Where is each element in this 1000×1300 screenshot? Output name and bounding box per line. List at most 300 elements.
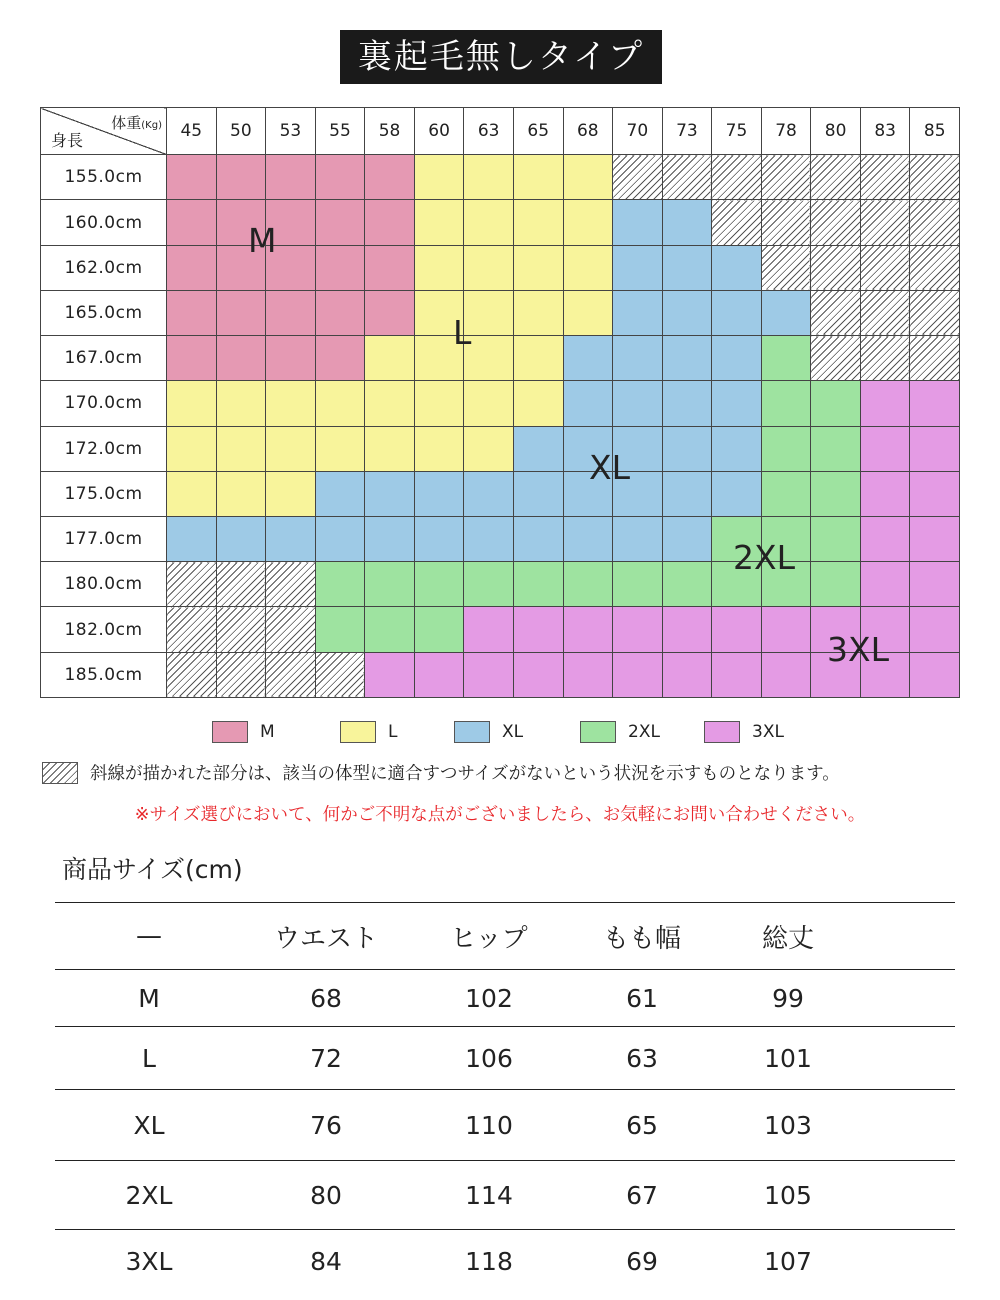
- height-row: [41, 381, 960, 426]
- size-cell-m: [315, 245, 365, 290]
- no-fit-cell: [860, 336, 910, 381]
- hatch-note: [42, 760, 840, 785]
- size-cell-xl: [613, 290, 663, 335]
- size-cell-m: [216, 336, 266, 381]
- no-fit-cell: [266, 652, 316, 697]
- legend-label-3xl: 3XL: [752, 722, 784, 742]
- size-cell-l: [216, 471, 266, 516]
- weight-header-cell: 73: [662, 108, 712, 155]
- size-cell-xl: [216, 516, 266, 561]
- size-cell-m: [216, 155, 266, 200]
- no-fit-cell: [266, 562, 316, 607]
- size-cell-m: [365, 245, 415, 290]
- legend-swatch-l: [340, 721, 376, 743]
- size-name-cell: L: [142, 1043, 156, 1073]
- size-cell-3xl: [761, 607, 811, 652]
- size-cell-l: [167, 426, 217, 471]
- product-size-row: [55, 1161, 955, 1230]
- measurement-cell: 114: [465, 1180, 513, 1210]
- row-spacer: [861, 1027, 955, 1090]
- size-cell-m: [216, 245, 266, 290]
- row-spacer: [861, 1161, 955, 1230]
- measurement-cell: 84: [310, 1246, 342, 1276]
- no-fit-cell: [216, 562, 266, 607]
- header-size: —: [136, 921, 162, 951]
- size-cell-xl: [464, 471, 514, 516]
- product-size-row: [55, 1027, 955, 1090]
- size-cell-3xl: [464, 607, 514, 652]
- size-cell-3xl: [563, 607, 613, 652]
- measurement-cell: 110: [465, 1110, 513, 1140]
- height-label-cell: 155.0cm: [41, 155, 167, 200]
- size-cell-xl: [662, 200, 712, 245]
- size-cell-m: [365, 155, 415, 200]
- height-row: [41, 155, 960, 200]
- weight-header-cell: 50: [216, 108, 266, 155]
- size-cell-xl: [563, 336, 613, 381]
- no-fit-cell: [860, 200, 910, 245]
- size-cell-3xl: [910, 652, 960, 697]
- size-cell-xl: [513, 426, 563, 471]
- measurement-cell: 118: [465, 1246, 513, 1276]
- legend-label-m: M: [260, 722, 275, 742]
- height-row: [41, 516, 960, 561]
- size-cell-m: [315, 155, 365, 200]
- no-fit-cell: [613, 155, 663, 200]
- size-cell-m: [167, 336, 217, 381]
- header-hip: ヒップ: [450, 923, 528, 954]
- legend-swatch-xl: [454, 721, 490, 743]
- weight-header-cell: 58: [365, 108, 415, 155]
- measurement-cell: 80: [310, 1180, 342, 1210]
- zone-label-2xl: 2XL: [733, 538, 795, 577]
- legend-label-xl: XL: [502, 722, 524, 742]
- no-fit-cell: [860, 155, 910, 200]
- measurement-cell: 105: [764, 1180, 812, 1210]
- measurement-cell: 102: [465, 983, 513, 1013]
- size-cell-xl: [712, 471, 762, 516]
- size-cell-m: [266, 245, 316, 290]
- size-cell-xl: [315, 471, 365, 516]
- size-cell-xl: [513, 471, 563, 516]
- no-fit-cell: [761, 155, 811, 200]
- zone-label-xl: XL: [589, 448, 630, 487]
- size-cell-2xl: [365, 562, 415, 607]
- row-spacer: [861, 1230, 955, 1293]
- legend-item-m: [212, 719, 275, 745]
- header-spacer: [861, 903, 955, 970]
- header-length: 総丈: [761, 923, 814, 954]
- size-cell-l: [414, 426, 464, 471]
- size-cell-3xl: [860, 652, 910, 697]
- no-fit-cell: [662, 155, 712, 200]
- weight-header-cell: 75: [712, 108, 762, 155]
- legend-item-xl: [454, 719, 523, 745]
- size-cell-xl: [315, 516, 365, 561]
- no-fit-cell: [910, 200, 960, 245]
- size-cell-3xl: [860, 471, 910, 516]
- size-cell-2xl: [811, 516, 861, 561]
- size-cell-xl: [613, 516, 663, 561]
- size-cell-l: [266, 471, 316, 516]
- size-cell-l: [513, 290, 563, 335]
- size-cell-l: [563, 200, 613, 245]
- size-cell-l: [414, 155, 464, 200]
- legend-label-2xl: 2XL: [628, 722, 660, 742]
- size-cell-3xl: [860, 607, 910, 652]
- size-cell-l: [464, 426, 514, 471]
- size-cell-3xl: [613, 652, 663, 697]
- size-cell-l: [365, 426, 415, 471]
- measurement-cell: 99: [772, 983, 804, 1013]
- size-cell-3xl: [811, 607, 861, 652]
- size-cell-m: [315, 200, 365, 245]
- size-cell-l: [563, 155, 613, 200]
- size-cell-l: [513, 200, 563, 245]
- size-cell-3xl: [910, 562, 960, 607]
- size-cell-l: [464, 381, 514, 426]
- size-cell-m: [266, 155, 316, 200]
- size-cell-xl: [712, 245, 762, 290]
- no-fit-cell: [811, 155, 861, 200]
- size-cell-l: [513, 245, 563, 290]
- size-cell-xl: [513, 516, 563, 561]
- size-cell-2xl: [662, 562, 712, 607]
- size-cell-3xl: [662, 607, 712, 652]
- height-axis-label: 身長: [51, 131, 84, 151]
- size-cell-l: [414, 290, 464, 335]
- size-cell-xl: [761, 290, 811, 335]
- size-cell-l: [365, 336, 415, 381]
- size-cell-2xl: [712, 562, 762, 607]
- zone-label-m: M: [248, 221, 277, 260]
- size-cell-xl: [712, 381, 762, 426]
- size-cell-xl: [563, 471, 613, 516]
- no-fit-cell: [216, 652, 266, 697]
- size-cell-m: [266, 336, 316, 381]
- measurement-cell: 72: [310, 1043, 342, 1073]
- size-cell-m: [167, 200, 217, 245]
- no-fit-cell: [811, 245, 861, 290]
- no-fit-cell: [910, 336, 960, 381]
- size-cell-l: [266, 381, 316, 426]
- size-cell-3xl: [613, 607, 663, 652]
- size-cell-l: [414, 381, 464, 426]
- size-cell-3xl: [910, 426, 960, 471]
- no-fit-cell: [811, 200, 861, 245]
- hatch-note-text: 斜線が描かれた部分は、該当の体型に適合すつサイズがないという状況を示すものとなります。: [90, 764, 840, 784]
- size-cell-xl: [563, 381, 613, 426]
- size-cell-2xl: [761, 336, 811, 381]
- size-name-cell: 2XL: [125, 1180, 173, 1210]
- size-cell-2xl: [761, 381, 811, 426]
- weight-header-cell: 45: [167, 108, 217, 155]
- size-cell-m: [216, 290, 266, 335]
- legend-swatch-2xl: [580, 721, 616, 743]
- size-cell-m: [365, 200, 415, 245]
- size-cell-3xl: [712, 652, 762, 697]
- row-spacer: [861, 970, 955, 1027]
- height-row: [41, 607, 960, 652]
- size-cell-3xl: [662, 652, 712, 697]
- size-chart-grid: [40, 107, 960, 698]
- height-label-cell: 170.0cm: [41, 381, 167, 426]
- no-fit-cell: [266, 607, 316, 652]
- weight-header-cell: 85: [910, 108, 960, 155]
- size-cell-xl: [613, 200, 663, 245]
- size-cell-2xl: [613, 562, 663, 607]
- hatch-swatch: [42, 762, 78, 784]
- size-name-cell: XL: [133, 1110, 165, 1140]
- size-cell-2xl: [811, 562, 861, 607]
- measurement-cell: 103: [764, 1110, 812, 1140]
- measurement-cell: 69: [626, 1246, 658, 1276]
- legend-item-l: [340, 719, 397, 745]
- size-cell-l: [563, 245, 613, 290]
- no-fit-cell: [761, 200, 811, 245]
- size-cell-xl: [712, 426, 762, 471]
- no-fit-cell: [811, 336, 861, 381]
- measurement-cell: 63: [626, 1043, 658, 1073]
- size-cell-m: [365, 290, 415, 335]
- height-label-cell: 165.0cm: [41, 290, 167, 335]
- size-cell-l: [513, 155, 563, 200]
- product-size-row: [55, 1090, 955, 1161]
- size-cell-2xl: [811, 471, 861, 516]
- height-label-cell: 160.0cm: [41, 200, 167, 245]
- height-label-cell: 185.0cm: [41, 652, 167, 697]
- size-cell-l: [464, 245, 514, 290]
- row-spacer: [861, 1090, 955, 1161]
- no-fit-cell: [315, 652, 365, 697]
- size-cell-3xl: [563, 652, 613, 697]
- measurement-cell: 65: [626, 1110, 658, 1140]
- size-cell-3xl: [910, 607, 960, 652]
- size-cell-xl: [662, 290, 712, 335]
- weight-header-cell: 83: [860, 108, 910, 155]
- size-cell-2xl: [365, 607, 415, 652]
- weight-header-cell: 55: [315, 108, 365, 155]
- product-size-header-row: [55, 903, 955, 970]
- weight-header-cell: 53: [266, 108, 316, 155]
- size-cell-l: [464, 336, 514, 381]
- height-label-cell: 180.0cm: [41, 562, 167, 607]
- size-cell-3xl: [513, 607, 563, 652]
- size-cell-xl: [613, 471, 663, 516]
- height-label-cell: 172.0cm: [41, 426, 167, 471]
- size-cell-3xl: [365, 652, 415, 697]
- size-cell-l: [464, 290, 514, 335]
- legend-swatch-m: [212, 721, 248, 743]
- size-cell-3xl: [811, 652, 861, 697]
- product-size-table: [55, 902, 955, 1292]
- size-cell-xl: [167, 516, 217, 561]
- product-size-row: [55, 1230, 955, 1293]
- measurement-cell: 61: [626, 983, 658, 1013]
- size-cell-xl: [563, 426, 613, 471]
- size-cell-2xl: [761, 471, 811, 516]
- size-cell-m: [167, 290, 217, 335]
- size-cell-2xl: [315, 562, 365, 607]
- height-row: [41, 562, 960, 607]
- size-cell-3xl: [910, 381, 960, 426]
- size-cell-3xl: [712, 607, 762, 652]
- size-cell-3xl: [910, 516, 960, 561]
- size-cell-2xl: [315, 607, 365, 652]
- measurement-cell: 107: [764, 1246, 812, 1276]
- size-cell-2xl: [464, 562, 514, 607]
- size-cell-2xl: [563, 562, 613, 607]
- legend-item-3xl: [704, 719, 784, 745]
- height-row: [41, 336, 960, 381]
- size-cell-xl: [365, 471, 415, 516]
- weight-header-cell: 65: [513, 108, 563, 155]
- size-cell-l: [464, 155, 514, 200]
- header-waist: ウエスト: [273, 923, 378, 954]
- size-cell-xl: [662, 516, 712, 561]
- no-fit-cell: [811, 290, 861, 335]
- size-cell-xl: [662, 381, 712, 426]
- size-cell-m: [167, 155, 217, 200]
- size-cell-l: [315, 426, 365, 471]
- height-row: [41, 245, 960, 290]
- product-size-row: [55, 970, 955, 1027]
- weight-header-cell: 78: [761, 108, 811, 155]
- no-fit-cell: [910, 155, 960, 200]
- size-cell-l: [315, 381, 365, 426]
- size-cell-3xl: [513, 652, 563, 697]
- size-cell-l: [464, 200, 514, 245]
- size-cell-xl: [414, 516, 464, 561]
- size-cell-3xl: [860, 426, 910, 471]
- size-cell-l: [365, 381, 415, 426]
- no-fit-cell: [712, 155, 762, 200]
- size-cell-2xl: [712, 516, 762, 561]
- size-cell-2xl: [761, 516, 811, 561]
- size-cell-2xl: [513, 562, 563, 607]
- weight-header-cell: 68: [563, 108, 613, 155]
- size-cell-xl: [613, 381, 663, 426]
- size-cell-xl: [662, 245, 712, 290]
- size-cell-l: [513, 381, 563, 426]
- no-fit-cell: [167, 652, 217, 697]
- size-cell-3xl: [860, 381, 910, 426]
- inquiry-note: ※サイズ選びにおいて、何かご不明な点がございましたら、お気軽にお問い合わせください。: [134, 805, 866, 825]
- height-label-cell: 177.0cm: [41, 516, 167, 561]
- no-fit-cell: [910, 290, 960, 335]
- size-cell-l: [167, 471, 217, 516]
- legend: [0, 719, 1000, 745]
- no-fit-cell: [860, 245, 910, 290]
- size-name-cell: M: [138, 983, 160, 1013]
- weight-header-row: [41, 108, 960, 155]
- size-cell-l: [216, 381, 266, 426]
- size-cell-l: [414, 245, 464, 290]
- no-fit-cell: [761, 245, 811, 290]
- size-cell-3xl: [414, 652, 464, 697]
- size-cell-m: [216, 200, 266, 245]
- size-cell-2xl: [414, 607, 464, 652]
- height-label-cell: 167.0cm: [41, 336, 167, 381]
- no-fit-cell: [167, 562, 217, 607]
- measurement-cell: 101: [764, 1043, 812, 1073]
- size-cell-2xl: [811, 381, 861, 426]
- product-size-title: 商品サイズ(cm): [62, 855, 243, 884]
- weight-header-cell: 70: [613, 108, 663, 155]
- size-cell-2xl: [811, 426, 861, 471]
- size-cell-m: [315, 290, 365, 335]
- zone-label-l: L: [453, 313, 472, 352]
- size-cell-2xl: [761, 562, 811, 607]
- measurement-cell: 67: [626, 1180, 658, 1210]
- size-cell-3xl: [860, 516, 910, 561]
- no-fit-cell: [216, 607, 266, 652]
- page-title: 裏起毛無しタイプ: [340, 30, 662, 84]
- size-cell-3xl: [761, 652, 811, 697]
- size-cell-l: [414, 336, 464, 381]
- size-cell-xl: [613, 426, 663, 471]
- size-cell-m: [315, 336, 365, 381]
- size-cell-xl: [712, 290, 762, 335]
- size-cell-xl: [662, 471, 712, 516]
- size-cell-3xl: [860, 562, 910, 607]
- size-cell-l: [167, 381, 217, 426]
- measurement-cell: 106: [465, 1043, 513, 1073]
- size-cell-l: [414, 200, 464, 245]
- size-cell-xl: [266, 516, 316, 561]
- legend-item-2xl: [580, 719, 660, 745]
- size-cell-l: [216, 426, 266, 471]
- legend-swatch-3xl: [704, 721, 740, 743]
- size-cell-3xl: [464, 652, 514, 697]
- weight-axis-label: 体重(Kg): [111, 114, 162, 132]
- size-cell-l: [513, 336, 563, 381]
- height-row: [41, 471, 960, 516]
- legend-label-l: L: [388, 722, 398, 742]
- size-cell-xl: [712, 336, 762, 381]
- header-thigh: もも幅: [602, 923, 681, 954]
- size-cell-l: [563, 290, 613, 335]
- size-cell-3xl: [910, 471, 960, 516]
- corner-cell: [41, 108, 167, 155]
- height-row: [41, 290, 960, 335]
- size-cell-m: [266, 200, 316, 245]
- size-cell-2xl: [414, 562, 464, 607]
- no-fit-cell: [712, 200, 762, 245]
- size-cell-xl: [662, 426, 712, 471]
- size-cell-xl: [563, 516, 613, 561]
- weight-header-cell: 60: [414, 108, 464, 155]
- size-cell-xl: [365, 516, 415, 561]
- zone-label-3xl: 3XL: [827, 630, 889, 669]
- size-cell-xl: [613, 245, 663, 290]
- height-row: [41, 652, 960, 697]
- measurement-cell: 76: [310, 1110, 342, 1140]
- weight-header-cell: 80: [811, 108, 861, 155]
- height-label-cell: 175.0cm: [41, 471, 167, 516]
- no-fit-cell: [860, 290, 910, 335]
- size-cell-l: [266, 426, 316, 471]
- height-label-cell: 182.0cm: [41, 607, 167, 652]
- height-row: [41, 200, 960, 245]
- size-cell-xl: [613, 336, 663, 381]
- size-cell-xl: [464, 516, 514, 561]
- measurement-cell: 68: [310, 983, 342, 1013]
- size-name-cell: 3XL: [125, 1246, 173, 1276]
- weight-header-cell: 63: [464, 108, 514, 155]
- size-cell-xl: [662, 336, 712, 381]
- size-cell-m: [167, 245, 217, 290]
